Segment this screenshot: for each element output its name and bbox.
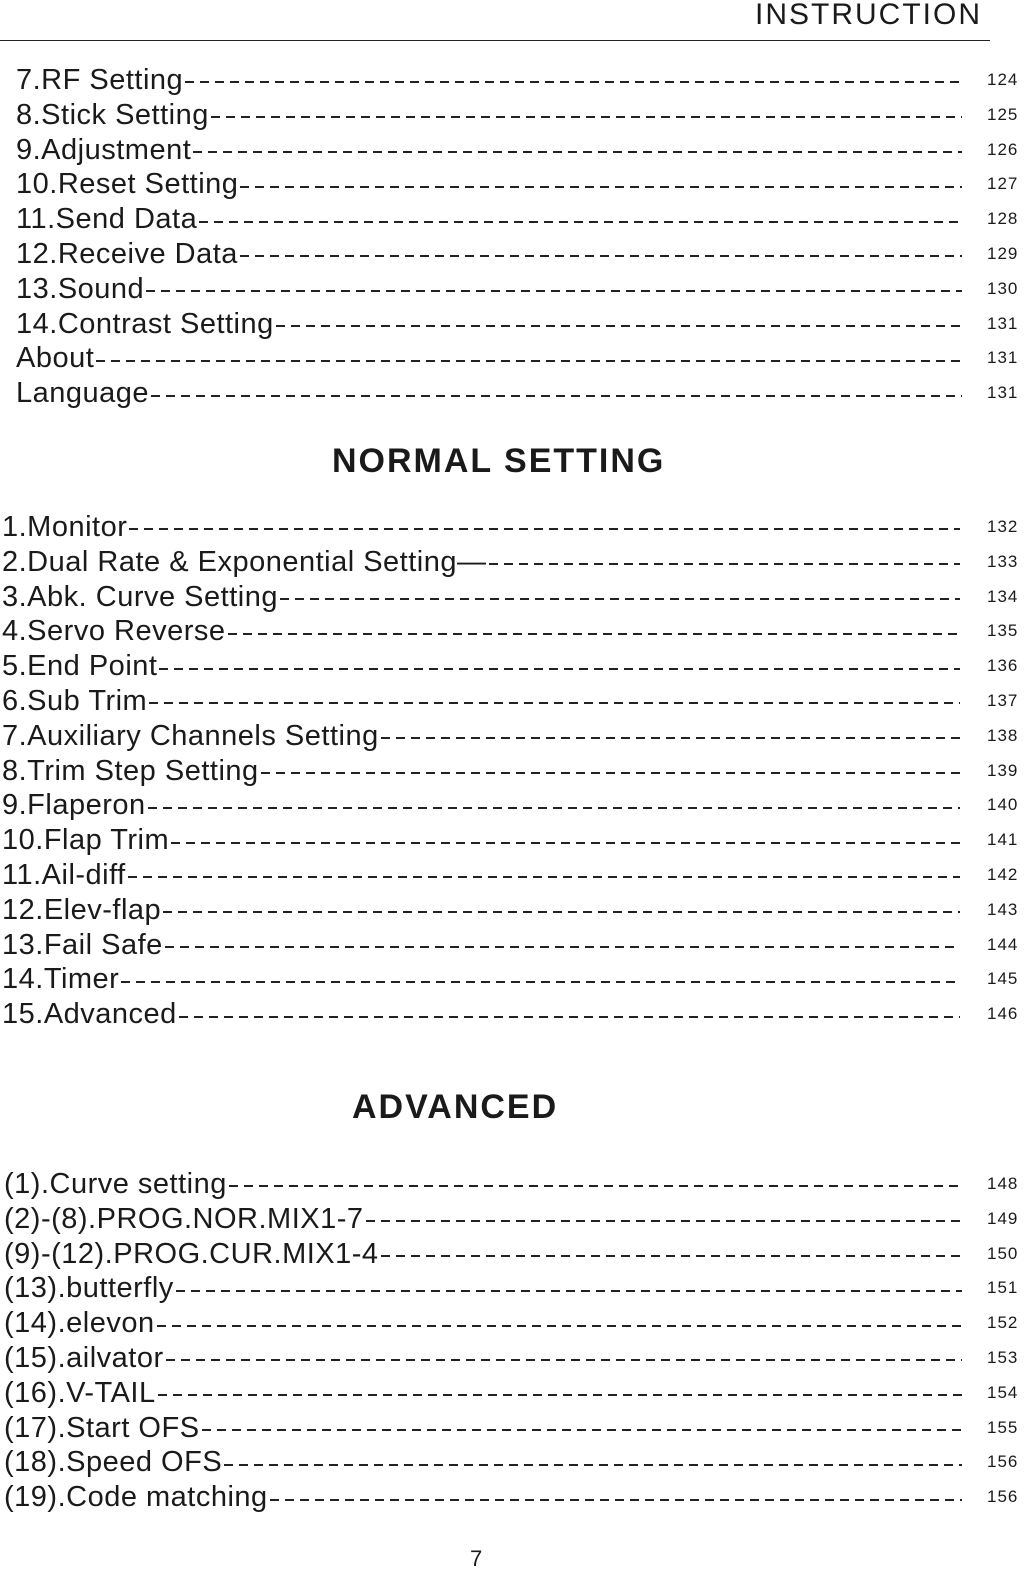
- toc-entry-label: 15.Advanced: [2, 998, 177, 1031]
- toc-entry-label-line: [16, 167, 962, 202]
- toc-entry: [0, 307, 1026, 342]
- toc-entry-label-line: [4, 1411, 962, 1446]
- dotted-leader: [129, 528, 960, 530]
- toc-entry-page: 131: [987, 383, 1019, 403]
- toc-entry: [0, 893, 1026, 928]
- toc-entry: [0, 614, 1026, 649]
- toc-entry-label-line: [2, 893, 960, 928]
- toc-entry-label: (9)-(12).PROG.CUR.MIX1-4: [4, 1237, 379, 1270]
- toc-entry-page: 130: [987, 278, 1019, 298]
- toc-entry-label: 7.RF Setting: [16, 64, 184, 96]
- toc-entry-page: 124: [987, 70, 1019, 89]
- dotted-leader: [151, 395, 962, 397]
- dotted-leader: [193, 151, 962, 153]
- header-title: INSTRUCTION: [755, 0, 982, 31]
- toc-entry-label-line: [2, 510, 960, 545]
- toc-entry: [0, 202, 1026, 237]
- toc-entry: [0, 167, 1026, 202]
- toc-entry: [0, 1202, 1026, 1237]
- dotted-leader: [270, 1499, 962, 1501]
- toc-entry-label-line: [16, 237, 962, 272]
- toc-entry-label-line: [2, 997, 960, 1032]
- dotted-leader: [121, 981, 960, 983]
- toc-entry: [0, 1341, 1026, 1376]
- toc-entry-label: 13.Fail Safe: [2, 928, 163, 961]
- dotted-leader: [157, 1325, 962, 1327]
- toc-entry: [0, 63, 1026, 98]
- toc-entry: [0, 376, 1026, 411]
- toc-entry-page: 143: [987, 899, 1019, 919]
- toc-entry: [0, 823, 1026, 858]
- toc-entry-page: 151: [987, 1278, 1019, 1298]
- toc-entry-label: 9.Adjustment: [16, 133, 192, 166]
- toc-entry-label: (19).Code matching: [4, 1481, 268, 1514]
- toc-entry: [0, 962, 1026, 997]
- dotted-leader: [240, 255, 962, 257]
- toc-entry: [0, 1237, 1026, 1272]
- toc-entry-label: (14).elevon: [4, 1307, 155, 1340]
- dotted-leader: [202, 1429, 962, 1431]
- toc-entry-label-line: [16, 376, 962, 411]
- toc-entry-label-line: [4, 1202, 962, 1237]
- toc-entry-label-line: [2, 788, 960, 823]
- toc-entry-label-line: [2, 754, 960, 789]
- toc-entry-page: 128: [987, 209, 1019, 229]
- dotted-leader: [128, 876, 960, 878]
- toc-entry-page: 127: [987, 174, 1019, 194]
- toc-entry-label-line: [16, 272, 962, 307]
- toc-entry-page: 138: [987, 725, 1019, 745]
- toc-entry-page: 154: [987, 1382, 1019, 1402]
- toc-entry-page: 146: [987, 1004, 1019, 1024]
- toc-entry-label-line: [16, 202, 962, 237]
- toc-section-system-settings: [0, 63, 1026, 411]
- toc-entry-label: 12.Receive Data: [16, 237, 238, 270]
- toc-entry-label: 13.Sound: [16, 272, 145, 305]
- dotted-leader: [261, 772, 960, 774]
- toc-entry-label: 7.Auxiliary Channels Setting: [2, 719, 379, 752]
- toc-entry: [0, 341, 1026, 376]
- toc-entry: [0, 858, 1026, 893]
- toc-entry-label: 12.Elev-flap: [2, 893, 162, 926]
- toc-entry-label-line: [2, 823, 960, 858]
- toc-entry: [0, 510, 1026, 545]
- toc-entry-page: 141: [987, 830, 1019, 850]
- toc-entry-label: (18).Speed OFS: [4, 1446, 223, 1479]
- toc-entry: [0, 649, 1026, 684]
- toc-entry: [0, 272, 1026, 307]
- toc-entry-label: 6.Sub Trim: [2, 684, 148, 717]
- toc-entry-label: (16).V-TAIL: [4, 1376, 156, 1409]
- dotted-leader: [96, 360, 962, 362]
- dotted-leader: [229, 1185, 962, 1187]
- toc-entry: [0, 928, 1026, 963]
- toc-entry-page: 156: [987, 1452, 1019, 1472]
- toc-entry-page: 156: [987, 1487, 1019, 1507]
- toc-entry-label: (17).Start OFS: [4, 1411, 200, 1444]
- toc-entry: [0, 1271, 1026, 1306]
- toc-entry-label-line: [4, 1341, 962, 1376]
- toc-entry-page: 133: [987, 551, 1019, 571]
- toc-entry: [0, 997, 1026, 1032]
- toc-entry-page: 126: [987, 139, 1019, 159]
- toc-entry-label-line: [2, 545, 960, 580]
- toc-entry-page: 144: [987, 934, 1019, 954]
- toc-entry-label-line: [2, 719, 960, 754]
- toc-entry-page: 132: [987, 517, 1019, 536]
- toc-entry: [0, 719, 1026, 754]
- toc-entry-label: (2)-(8).PROG.NOR.MIX1-7: [4, 1202, 364, 1235]
- toc-section-advanced: [0, 1167, 1026, 1515]
- toc-entry-label-line: [4, 1306, 962, 1341]
- dotted-leader: [176, 1290, 962, 1292]
- dotted-leader: [166, 1359, 962, 1361]
- toc-entry-label-line: [16, 133, 962, 168]
- toc-entry-label-line: [2, 580, 960, 615]
- toc-entry-page: 150: [987, 1243, 1019, 1263]
- toc-entry-label: 10.Flap Trim: [2, 824, 170, 857]
- toc-entry-label-line: [4, 1480, 962, 1515]
- dotted-leader: [148, 807, 960, 809]
- toc-entry: [0, 1445, 1026, 1480]
- dotted-leader: [199, 221, 962, 223]
- dotted-leader: [211, 116, 962, 118]
- dotted-leader: [381, 737, 960, 739]
- toc-entry-page: 137: [987, 690, 1019, 710]
- toc-entry-label: 10.Reset Setting: [16, 168, 239, 201]
- toc-entry-label-line: [4, 1445, 962, 1480]
- dotted-leader: [158, 1394, 962, 1396]
- toc-entry-page: 125: [987, 104, 1019, 124]
- dotted-leader: [179, 1016, 960, 1018]
- toc-entry-label: 2.Dual Rate & Exponential Setting—: [2, 545, 487, 578]
- page-number: 7: [470, 1546, 483, 1571]
- toc-entry-page: 145: [987, 969, 1019, 989]
- toc-entry-label-line: [2, 962, 960, 997]
- toc-entry-label-line: [4, 1167, 962, 1202]
- advanced-heading: ADVANCED: [352, 1088, 559, 1126]
- toc-section-normal-setting: [0, 510, 1026, 1032]
- toc-entry-label: 3.Abk. Curve Setting: [2, 580, 278, 613]
- toc-entry-page: 131: [987, 313, 1019, 333]
- toc-entry: [0, 1480, 1026, 1515]
- dotted-leader: [489, 563, 961, 565]
- toc-entry: [0, 1306, 1026, 1341]
- toc-entry-label-line: [4, 1271, 962, 1306]
- toc-entry: [0, 237, 1026, 272]
- toc-entry-label: About: [16, 342, 95, 375]
- dotted-leader: [146, 290, 962, 292]
- toc-entry-label: (1).Curve setting: [4, 1168, 227, 1200]
- toc-entry-label-line: [16, 63, 962, 98]
- toc-entry-label: 9.Flaperon: [2, 789, 146, 822]
- dotted-leader: [240, 186, 962, 188]
- toc-entry-label-line: [4, 1376, 962, 1411]
- toc-entry-label-line: [2, 684, 960, 719]
- toc-entry-label-line: [16, 98, 962, 133]
- toc-entry-label: (13).butterfly: [4, 1272, 174, 1305]
- dotted-leader: [171, 842, 960, 844]
- toc-entry-label-line: [16, 307, 962, 342]
- toc-entry-page: 136: [987, 656, 1019, 676]
- toc-entry-page: 131: [987, 348, 1019, 368]
- dotted-leader: [381, 1255, 962, 1257]
- dotted-leader: [185, 81, 962, 83]
- toc-entry-label-line: [2, 858, 960, 893]
- toc-entry-page: 153: [987, 1347, 1019, 1367]
- dotted-leader: [149, 702, 960, 704]
- dotted-leader: [276, 325, 962, 327]
- toc-entry: [0, 1376, 1026, 1411]
- dotted-leader: [224, 1464, 962, 1466]
- dotted-leader: [159, 668, 960, 670]
- toc-entry-page: 129: [987, 243, 1019, 263]
- toc-entry-label: 14.Timer: [2, 963, 120, 996]
- toc-entry-label-line: [4, 1237, 962, 1272]
- toc-entry-label-line: [2, 928, 960, 963]
- toc-entry-page: 149: [987, 1208, 1019, 1228]
- toc-entry: [0, 1411, 1026, 1446]
- toc-entry-page: 134: [987, 586, 1019, 606]
- toc-entry-page: 139: [987, 760, 1019, 780]
- toc-entry: [0, 1167, 1026, 1202]
- toc-entry: [0, 545, 1026, 580]
- toc-entry-label: 11.Send Data: [16, 203, 198, 236]
- dotted-leader: [228, 633, 961, 635]
- toc-entry-label: 8.Stick Setting: [16, 98, 209, 131]
- toc-entry-page: 135: [987, 621, 1019, 641]
- dotted-leader: [280, 598, 960, 600]
- toc-entry: [0, 580, 1026, 615]
- toc-entry-label: 4.Servo Reverse: [2, 615, 226, 648]
- toc-entry-label: Language: [16, 377, 150, 410]
- dotted-leader: [163, 911, 960, 913]
- toc-entry-label: 14.Contrast Setting: [16, 307, 274, 340]
- toc-entry: [0, 98, 1026, 133]
- toc-entry-label: 8.Trim Step Setting: [2, 754, 259, 787]
- toc-entry-page: 155: [987, 1417, 1019, 1437]
- toc-entry-page: 142: [987, 864, 1019, 884]
- toc-entry: [0, 684, 1026, 719]
- toc-entry-label: (15).ailvator: [4, 1341, 164, 1374]
- toc-entry: [0, 754, 1026, 789]
- toc-entry-page: 152: [987, 1313, 1019, 1333]
- toc-entry-label-line: [2, 649, 960, 684]
- dotted-leader: [366, 1220, 962, 1222]
- toc-entry: [0, 788, 1026, 823]
- toc-entry-label: 11.Ail-diff: [2, 858, 126, 891]
- toc-entry-page: 148: [987, 1174, 1019, 1193]
- toc-entry-page: 140: [987, 795, 1019, 815]
- toc-entry-label: 1.Monitor: [2, 511, 128, 543]
- toc-entry-label-line: [16, 341, 962, 376]
- normal-setting-heading: NORMAL SETTING: [332, 442, 666, 480]
- page-header: [0, 0, 990, 41]
- toc-entry-label: 5.End Point: [2, 650, 158, 683]
- toc-entry: [0, 133, 1026, 168]
- toc-entry-label-line: [2, 614, 960, 649]
- dotted-leader: [165, 946, 960, 948]
